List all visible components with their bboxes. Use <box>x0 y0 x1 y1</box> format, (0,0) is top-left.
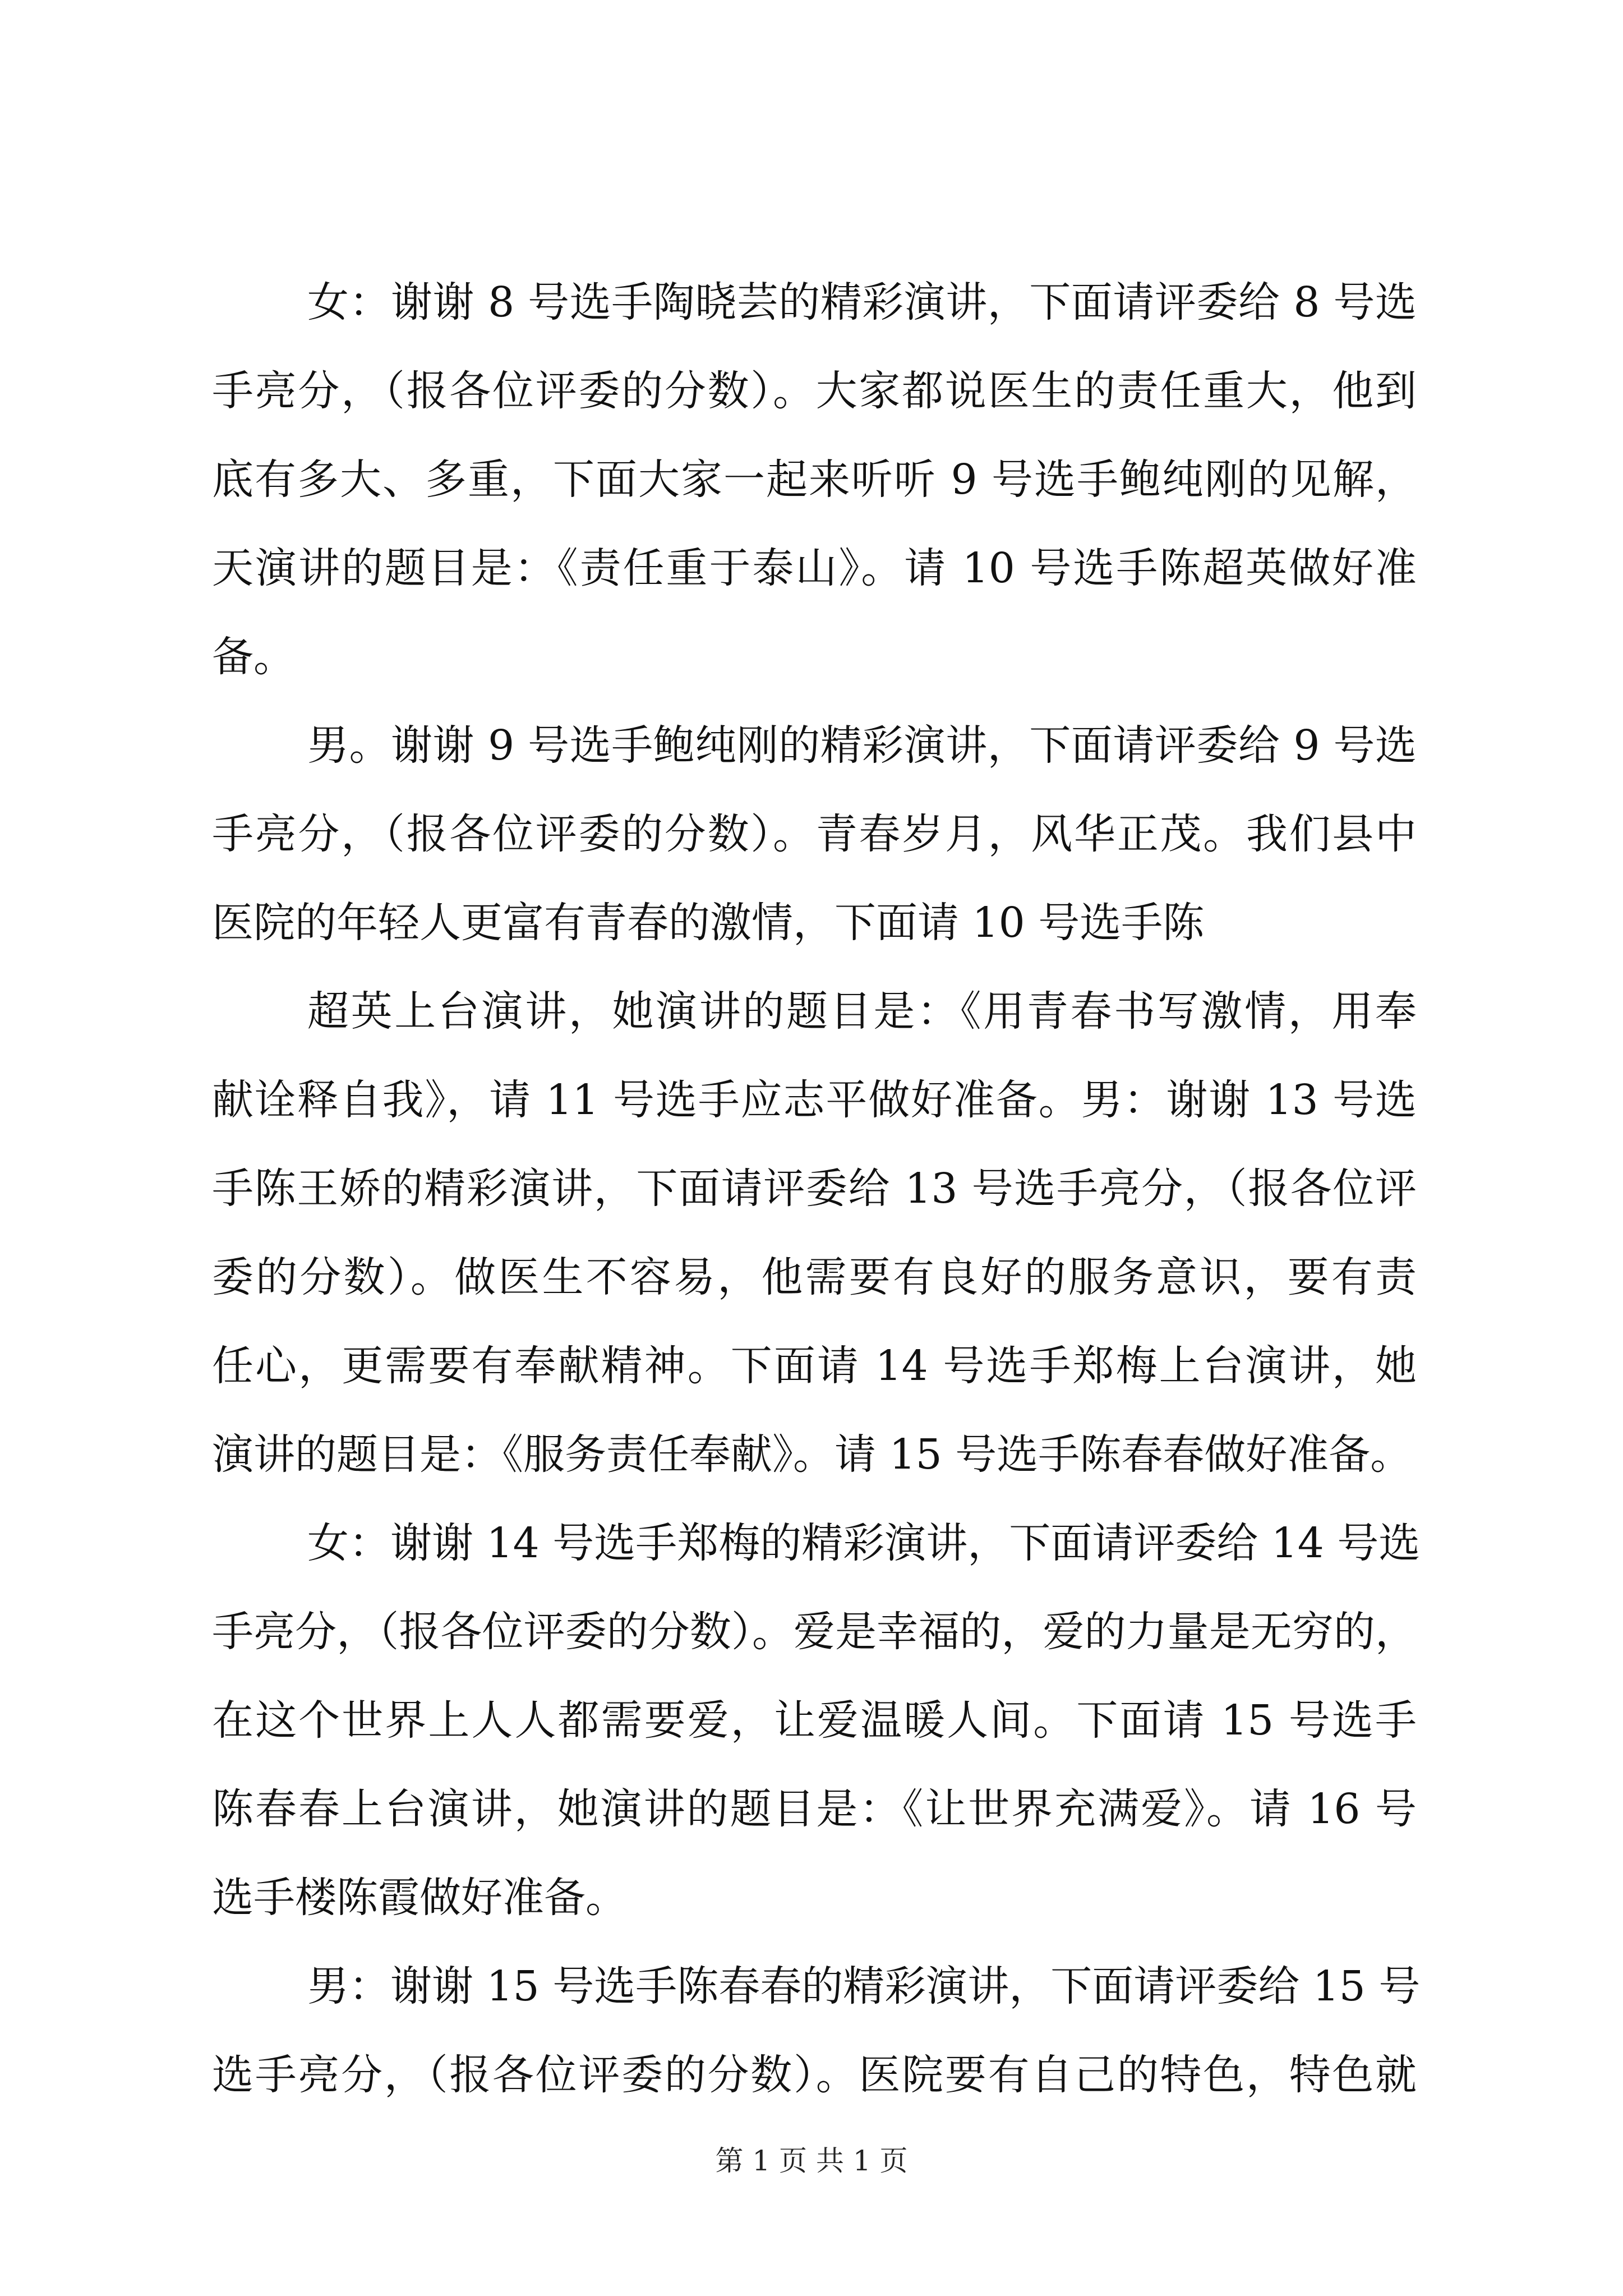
text-line: 选手楼陈霞做好准备。 <box>212 1874 627 1922</box>
paragraph-3 <box>212 967 1417 1499</box>
paragraph-2 <box>212 701 1417 967</box>
paragraph-1 <box>212 258 1417 701</box>
text-line: 女：谢谢 14 号选手郑梅的精彩演讲，下面请评委给 14 号选 <box>307 1519 1421 1567</box>
document-body <box>212 258 1421 2119</box>
text-line: 委的分数）。做医生不容易，他需要有良好的服务意识，要有责 <box>212 1253 1417 1301</box>
text-line: 手亮分，（报各位评委的分数）。爱是幸福的，爱的力量是无穷的， <box>212 1608 1417 1656</box>
text-line: 手亮分，（报各位评委的分数）。青春岁月，风华正茂。我们县中 <box>212 810 1417 858</box>
text-line: 陈春春上台演讲，她演讲的题目是：《让世界充满爱》。请 16 号 <box>212 1785 1417 1833</box>
text-line: 底有多大、多重，下面大家一起来听听 9 号选手鲍纯刚的见解， <box>212 455 1417 504</box>
text-line: 男：谢谢 15 号选手陈春春的精彩演讲，下面请评委给 15 号 <box>307 1962 1421 2010</box>
text-line: 选手亮分，（报各位评委的分数）。医院要有自己的特色，特色就 <box>212 2051 1417 2099</box>
text-line: 医院的年轻人更富有青春的激情，下面请 10 号选手陈 <box>212 899 1205 947</box>
text-line: 女：谢谢 8 号选手陶晓芸的精彩演讲，下面请评委给 8 号选 <box>307 278 1417 326</box>
text-line: 备。 <box>212 633 295 681</box>
text-line: 献诠释自我》，请 11 号选手应志平做好准备。男：谢谢 13 号选 <box>212 1076 1417 1124</box>
page-number-label: 第 1 页 共 1 页 <box>715 2145 908 2177</box>
text-line: 手亮分，（报各位评委的分数）。大家都说医生的责任重大，他到 <box>212 367 1417 415</box>
paragraph-5 <box>212 1942 1421 2119</box>
text-line: 在这个世界上人人都需要爱，让爱温暖人间。下面请 15 号选手 <box>212 1696 1417 1745</box>
text-line: 手陈王娇的精彩演讲，下面请评委给 13 号选手亮分，（报各位评 <box>212 1165 1417 1213</box>
text-line: 演讲的题目是：《服务责任奉献》。请 15 号选手陈春春做好准备。 <box>212 1430 1412 1479</box>
text-line: 天演讲的题目是：《责任重于泰山》。请 10 号选手陈超英做好准 <box>212 544 1417 592</box>
paragraph-4 <box>212 1499 1421 1942</box>
text-line: 超英上台演讲，她演讲的题目是：《用青春书写激情，用奉 <box>307 987 1417 1036</box>
page-footer <box>0 2138 1623 2183</box>
text-line: 男。谢谢 9 号选手鲍纯刚的精彩演讲，下面请评委给 9 号选 <box>307 721 1417 770</box>
text-line: 任心，更需要有奉献精神。下面请 14 号选手郑梅上台演讲，她 <box>212 1342 1417 1390</box>
